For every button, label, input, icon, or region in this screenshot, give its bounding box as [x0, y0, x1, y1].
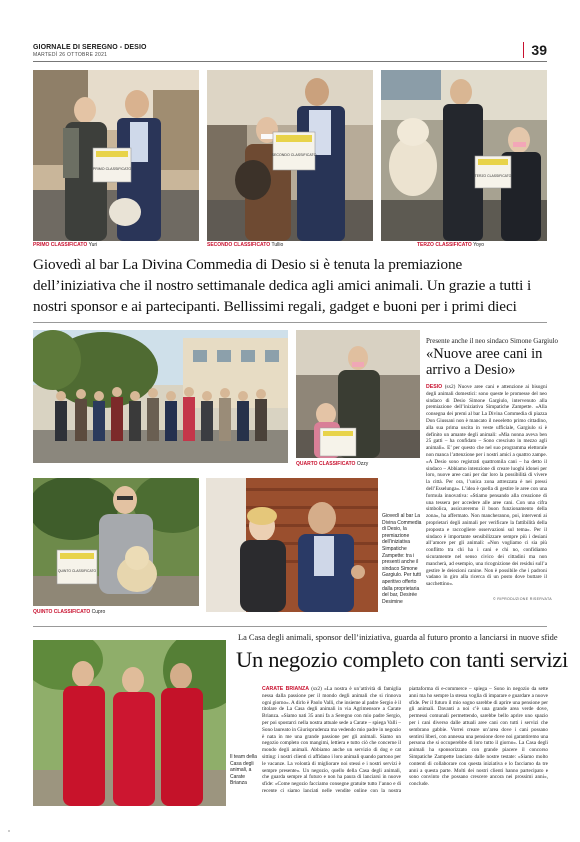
caption-quarto [296, 461, 368, 467]
caption-quinto-label: QUINTO CLASSIFICATO [33, 609, 91, 615]
caption-terzo-label: TERZO CLASSIFICATO [417, 242, 472, 248]
copyright-byline: © RIPRODUZIONE RISERVATA [493, 597, 552, 601]
sign-text-secondo: SECONDO CLASSIFICATO [271, 153, 317, 157]
caption-quarto-name: Ozzy [356, 461, 369, 467]
photo-quinto-classificato [33, 478, 199, 606]
caption-quarto-label: QUARTO CLASSIFICATO [296, 461, 356, 467]
caption-terzo-name: Yoyo [473, 242, 485, 248]
caption-primo-label: PRIMO CLASSIFICATO [33, 242, 88, 248]
article-right-kicker: Presente anche il neo sindaco Simone Gargiulo [426, 337, 559, 345]
article-right-lead: DESIO [426, 384, 443, 390]
article-bottom-title: Un negozio completo con tanti servizi [236, 647, 568, 672]
sign-text-quinto: QUINTO CLASSIFICATO [57, 569, 97, 573]
article-bottom-body [262, 686, 548, 811]
caption-primo [33, 242, 97, 248]
article-right-title: «Nuove aree cani in arrivo a Desio» [426, 346, 543, 378]
masthead: GIORNALE DI SEREGNO - DESIO [33, 44, 147, 51]
dateline: MARTEDÌ 26 OTTOBRE 2021 [33, 52, 108, 58]
caption-primo-name: Yuri [88, 242, 98, 248]
article-bottom-subhead: La Casa degli animali, sponsor dell’iniziativa, guarda al futuro pronto a lanciarsi in nuove sfide [238, 633, 558, 642]
section-rule [33, 322, 547, 323]
bottom-photo-caption: Il team della Casa degli animali, a Carate Brianza [230, 754, 257, 787]
article-bottom-text: (sx2) «La nostra è un’attività di famiglia nessa dalla passione per il mondo degli animali che si rinnova ogni giorno». A dirlo è Paolo Valli, che insieme al padre Sergio è il titolare de La Casa degli animali in via Agrimensore a Carate Brianza. «Siamo nati 35 anni fa a Seregno con mio padre Sergio, per poi spostarci nella nostra attuale sede a Carate – spiega Valli – Sono laureato in Giurisprudenza ma vedendo mio padre in negozio è nata in me una grande passione per gli animali. Siamo un negozio completo con mangimi, lettiera e tutto ciò che concerne il mondo degli animali. Abbiamo anche un servizio di dog e cat sitting: i nostri clienti ci affidano i loro animali quando partono per le vacanze. La volontà di migliorare noi stessi e i nostri servizi è sempre presente». Un negozio, quello della Casa degli animali, che guarda sempre al futuro e non ha paura di lanciarsi in nuove sfide: «Come negozio facciamo consegne gratuite tutto l’anno e di recente ci siamo lanciati nelle vendite online con la nostra piattaforma di e-commerce – spiega – Sono in negozio da sette anni ma ho sempre la stessa voglia di imparare e guardare a nuove sfide. Per il futuro il mio sogno sarebbe di aprire una pensione per gli animali. Davanti a noi c’è una grande area verde dove, permessi comunali permettendo, sarebbe bello aprire uno spazio per i cani diverso dalle attuali aree cani con tutti i servizi che sembrano gabbie. Vorrei creare un’area dove i cani possano sentirsi liberi, con annessa una pensione dove noi garantiremo una persona che si occuperebbe di loro tutto il giorno». La Casa degli animali ha sponsorizzato con grande piacere il concorso Simpatiche Zampette lanciato dalle nostre testate: «Siamo molto contenti di collaborare con questa iniziativa e lo facciamo da tre anni a questa parte. Molti dei nostri clienti hanno partecipato e sono convinto che possano crescere ancora nei prossimi anni», conclude. [262, 686, 548, 794]
side-caption: Giovedì al bar La Divina Commedia di Desio, la premiazione dell’iniziativa Simpatiche Zampette: tra i presenti anche il sindaco Simone Gargiulo. Per tutti aperitivo offerto dalla proprietaria del bar, Desirée Desimine [382, 513, 422, 605]
sign-text-terzo: TERZO CLASSIFICATO [474, 174, 512, 178]
photo-sindaco [206, 478, 378, 612]
photo-quarto-classificato [296, 330, 420, 458]
photo-group [33, 330, 288, 463]
photo-casa-animali-team [33, 640, 226, 806]
section-rule-bottom [33, 626, 547, 627]
caption-secondo [207, 242, 283, 248]
caption-secondo-label: SECONDO CLASSIFICATO [207, 242, 271, 248]
photo-secondo-classificato [207, 70, 373, 241]
header-rule [33, 61, 547, 62]
photo-terzo-classificato [381, 70, 547, 241]
margin-dot [8, 830, 10, 832]
article-bottom-lead: CARATE BRIANZA [262, 686, 309, 692]
caption-quinto-name: Cupro [91, 609, 106, 615]
caption-terzo [417, 242, 484, 248]
caption-quinto [33, 609, 105, 615]
main-headline: Giovedì al bar La Divina Commedia di Desio si è tenuta la premiazione dell’iniziativa che il nostro settimanale dedica agli amici animali. Un grazie a tutti i nostri sponsor e ai partecipanti. Bellissimi regali, gadget e buoni per i primi dieci [33, 256, 532, 315]
article-right-body [426, 384, 547, 594]
article-right-text: (sx2) Nuove aree cani e attenzione ai bisogni degli animali domestici: sono queste le promesse del neo sindaco di Desio Simone Gargiulo, intervenuto alla premiazione dell’iniziativa Simpatiche Zampette. «Alla consegna dei premi al bar La Divina Commedia di piazza Don Giussani non è mancato il neoeletto primo cittadino, alla sua prima uscita in veste ufficiale, Gargiulo si è definito un amante degli animali: «Mia nonna aveva ben 25 gatti – ha confidato – Sono cresciuto in mezzo agli animali». E’ per questo che nel suo programma elettorale non manca l’attenzione per i nostri amici a quattro zampe. «A Desio sono registrati quattromila cani – ha detto il sindaco – Abbiamo intenzione di creare luoghi idonei per loro, nuove aree cani per dar loro la possibilità di vivere la città. Per ora, l’unica zona attrezzata è nei pressi dell’Esselunga». L’idea è quella di gestire le aree con una formula innovativa: «Stiamo pensando alla creazione di una tessera per accedere alle aree cani. Con una cifra simbolica, assicureremo il buon funzionamento della zona», ha affermato. Non mancheranno, poi, interventi ai proprietari degli animali per verificare la fattibilità della proposta e raccogliere osservazioni sul tema». Per il sindaco è importante sensibilizzare sempre più i desiani all’amore per gli animali: «Non vogliamo ci sia più conflitto tra chi ha i cani e chi no, confidiamo sicuramente nel senso civico dei cittadini ma non mancherà, ad esempio, una ricognizione dei residui sull’a gestire le deiezioni canine. Non è possibile che i padroni vadano in giro alla ricerca di un posto dove buttare il sacchettino». [426, 384, 547, 588]
photo-primo-classificato [33, 70, 199, 241]
page-header [33, 44, 547, 60]
sign-text-primo: PRIMO CLASSIFICATO [92, 167, 132, 171]
page-number: 39 [523, 42, 547, 58]
caption-secondo-name: Tullio [271, 242, 284, 248]
